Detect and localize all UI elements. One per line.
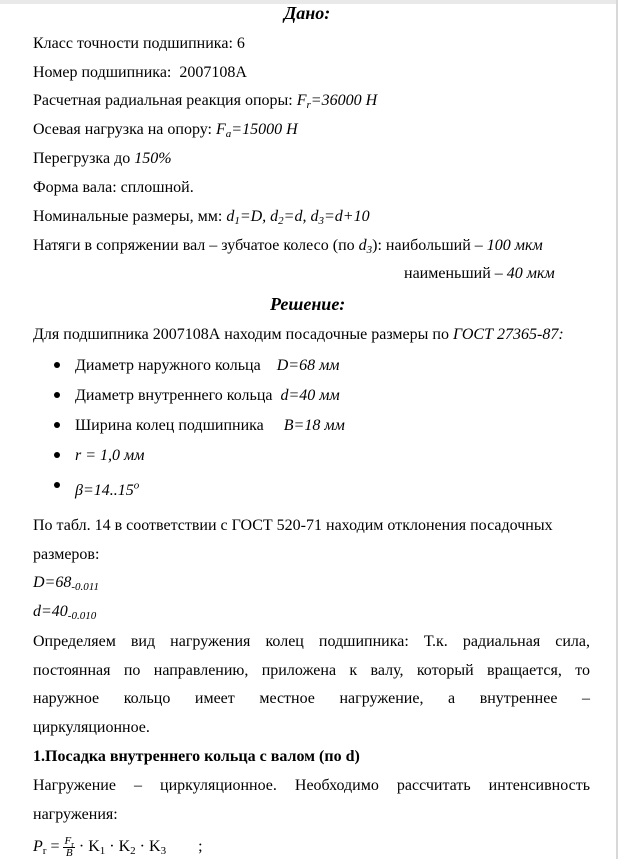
nominal-sizes-line: Номинальные размеры, мм: $d_1=D$, $d_2=d$, $d_3=d+10$ (33, 208, 370, 227)
axial-load-line: Осевая нагрузка на опору: $F_a=15000$ Н (33, 121, 298, 140)
bullet-ring-width: Ширина колец подшипника B=18 мм (75, 417, 345, 434)
bullet-dot (54, 392, 60, 398)
bullet-dot (54, 482, 60, 488)
deviation-d: $d=40_{-0.010}$ (33, 603, 97, 622)
radial-reaction-line: Расчетная радиальная реакция опоры: $F_r=36000$ Н (33, 92, 378, 111)
shaft-form-line: Форма вала: сплошной. (33, 179, 194, 196)
load-type-line1: Определяем вид нагружения колец подшипника: Т.к. радиальная сила, (33, 633, 590, 650)
interference-line: Натяги в сопряжении вал – зубчатое колесо (по $d_3$): наибольший – 100 мкм (33, 237, 543, 256)
bearing-number-line: Номер подшипника: 2007108А (33, 64, 247, 81)
bullet-angle: $\beta=14..15^о$ (75, 480, 140, 500)
overload-line: Перегрузка до 150% (33, 150, 172, 167)
accuracy-class-line: Класс точности подшипника: 6 (33, 35, 245, 52)
intensity-formula: $P_r$ = $\frac{F_r}{B}$ · $K_1 \cdot K_2 \cdot K_3$ ; (33, 835, 203, 859)
section1-line2: нагружения: (33, 806, 118, 823)
fraction: $\frac{F_r}{B}$ (64, 835, 74, 859)
bullet-dot (54, 422, 60, 428)
table-ref-line1: По табл. 14 в соответствии с ГОСТ 520-71 находим отклонения посадочных (33, 517, 553, 534)
bullet-chamfer-radius: r = 1,0 мм (75, 447, 145, 464)
table-ref-line2: размеров: (33, 546, 100, 563)
bullet-outer-diameter: Диаметр наружного кольца D=68 мм (75, 357, 340, 374)
section1-title: 1.Посадка внутреннего кольца с валом (по d) (33, 748, 360, 765)
section1-line1: Нагружение – циркуляционное. Необходимо рассчитать интенсивность (33, 777, 590, 794)
load-type-line4: циркуляционное. (33, 719, 150, 736)
interference-min-line: наименьший – 40 мкм (404, 265, 555, 282)
solution-heading: Решение: (270, 294, 346, 314)
bullet-dot (54, 452, 60, 458)
solution-intro-line: Для подшипника 2007108А находим посадочные размеры по ГОСТ 27365-87: (33, 326, 564, 343)
bullet-inner-diameter: Диаметр внутреннего кольца d=40 мм (75, 387, 340, 404)
load-type-line3: наружное кольцо имеет местное нагружение, а внутреннее – (33, 690, 590, 707)
bullet-dot (54, 362, 60, 368)
deviation-D: $D=68_{-0.011}$ (33, 574, 99, 593)
given-heading: Дано: (284, 3, 331, 23)
load-type-line2: постоянная по направлению, приложена к валу, который вращается, то (33, 662, 590, 679)
